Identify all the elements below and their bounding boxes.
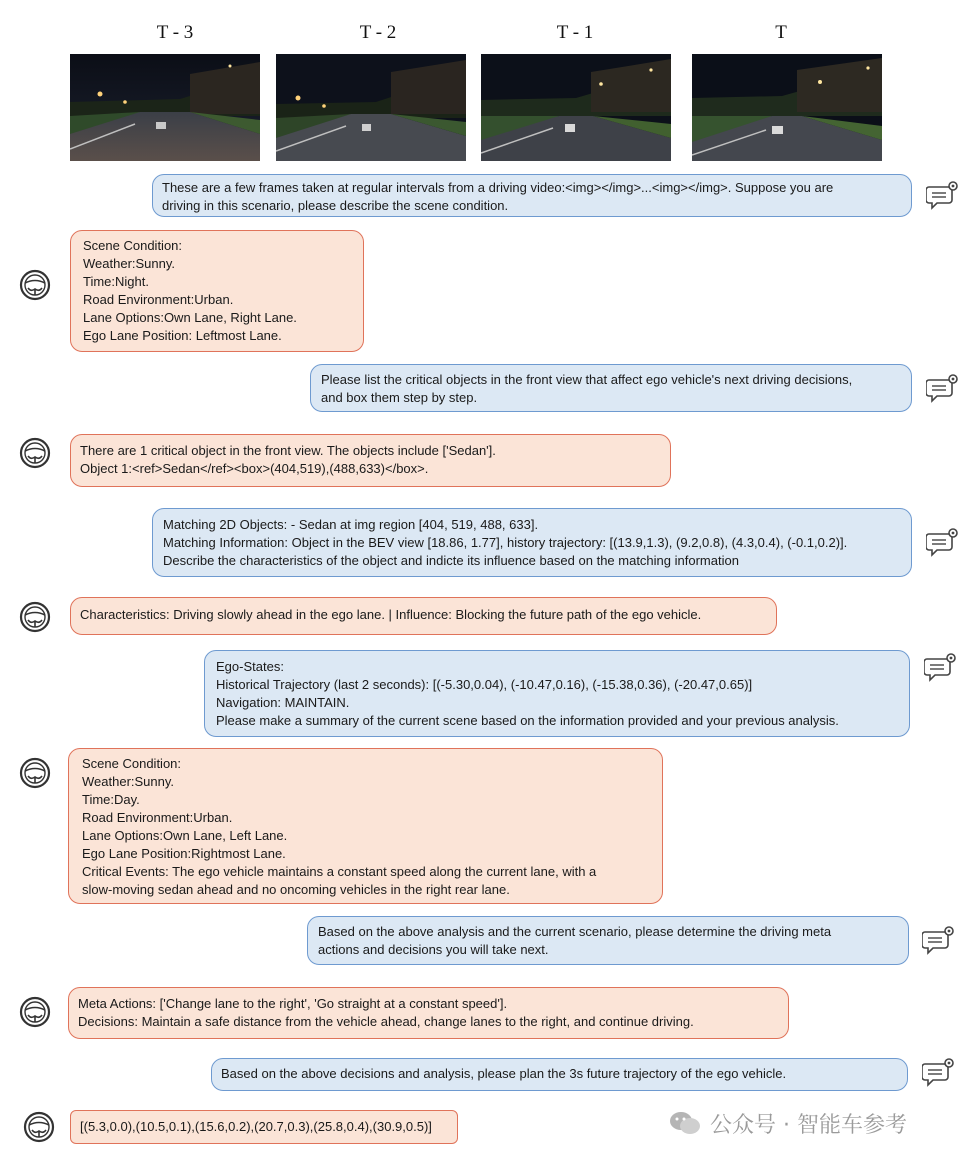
answer-bubble: Characteristics: Driving slowly ahead in the ego lane. | Influence: Blocking the future path of the ego vehicle. [70, 597, 777, 635]
steering-wheel-icon [18, 436, 52, 470]
steering-wheel-icon [22, 1110, 56, 1144]
watermark-text: 公众号 · 智能车参考 [710, 1112, 907, 1138]
frame-label-t: T [775, 22, 787, 43]
answer-bubble: Scene Condition: Weather:Sunny. Time:Night. Road Environment:Urban. Lane Options:Own Lane, Right Lane. Ego Lane Position: Leftmost Lane. [70, 230, 364, 352]
chat-gear-icon [926, 179, 960, 213]
steering-wheel-icon [18, 995, 52, 1029]
question-bubble: Please list the critical objects in the front view that affect ego vehicle's next driving decisions, and box them step by step. [310, 364, 912, 412]
question-bubble: Based on the above decisions and analysis, please plan the 3s future trajectory of the ego vehicle. [211, 1058, 908, 1091]
question-bubble: These are a few frames taken at regular intervals from a driving video:<img></img>...<img></img>. Suppose you are driving in this scenario, please describe the scene condition. [152, 174, 912, 217]
answer-bubble: There are 1 critical object in the front view. The objects include ['Sedan']. Object 1:<ref>Sedan</ref><box>(404,519),(488,633)</box>. [70, 434, 671, 487]
answer-bubble: Meta Actions: ['Change lane to the right', 'Go straight at a constant speed']. Decisions: Maintain a safe distance from the vehicle ahead, change lanes to the right, and continue driving. [68, 987, 789, 1039]
driving-frame-t-2 [276, 54, 466, 161]
chat-gear-icon [924, 651, 958, 685]
steering-wheel-icon [18, 756, 52, 790]
answer-bubble: Scene Condition: Weather:Sunny. Time:Day. Road Environment:Urban. Lane Options:Own Lane, Left Lane. Ego Lane Position:Rightmost Lane. Critical Events: The ego vehicle maintains a constant speed along the current lane, with a slow-moving sedan ahead and no oncoming vehicles in the right rear lane. [68, 748, 663, 904]
question-bubble: Matching 2D Objects: - Sedan at img region [404, 519, 488, 633]. Matching Information: Object in the BEV view [18.86, 1.77], history trajectory: [(13.9,1.3), (9.2,0.8), (4.3,0.4), (-0.1,0.2)]. Describe the characteristics of the object and indicte its influence based on the matching information [152, 508, 912, 577]
driving-frame-t-3 [70, 54, 260, 161]
frame-label-t-1: T - 1 [556, 22, 594, 43]
driving-frame-t-1 [481, 54, 671, 161]
chat-gear-icon [926, 372, 960, 406]
frame-label-t-2: T - 2 [359, 22, 397, 43]
steering-wheel-icon [18, 268, 52, 302]
frame-label-t-3: T - 3 [156, 22, 194, 43]
answer-bubble: [(5.3,0.0),(10.5,0.1),(15.6,0.2),(20.7,0.3),(25.8,0.4),(30.9,0.5)] [70, 1110, 458, 1144]
chat-gear-icon [926, 526, 960, 560]
watermark [668, 1103, 907, 1143]
chat-gear-icon [922, 924, 956, 958]
steering-wheel-icon [18, 600, 52, 634]
question-bubble: Based on the above analysis and the current scenario, please determine the driving meta actions and decisions you will take next. [307, 916, 909, 965]
wechat-icon [668, 1109, 702, 1137]
question-bubble: Ego-States: Historical Trajectory (last 2 seconds): [(-5.30,0.04), (-10.47,0.16), (-15.38,0.36), (-20.47,0.65)] Navigation: MAINTAIN. Please make a summary of the current scene based on the information provided and your previous analysis. [204, 650, 910, 737]
chat-gear-icon [922, 1056, 956, 1090]
driving-frame-t [692, 54, 882, 161]
